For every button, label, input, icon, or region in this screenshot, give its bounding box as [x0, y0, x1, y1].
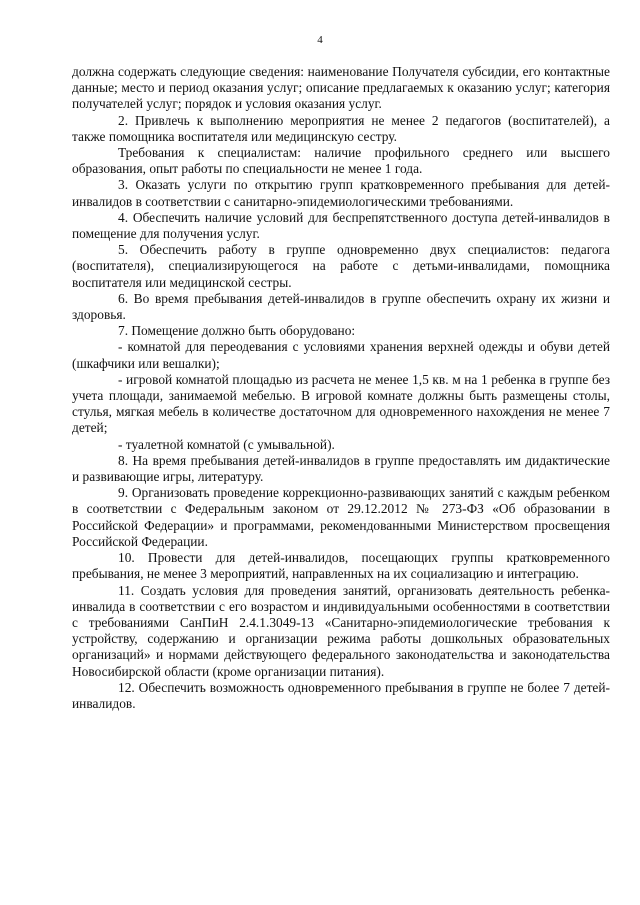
- paragraph-continuation: должна содержать следующие сведения: наименование Получателя субсидии, его контактные данные; место и период оказания услуг; описание предлагаемых к оказанию услуг; категория получателей услуг; порядок и условия оказания услуг.: [72, 64, 610, 112]
- paragraph-item-8: 8. На время пребывания детей-инвалидов в группе предоставлять им дидактические и развивающие игры, литературу.: [72, 452, 610, 485]
- paragraph-item-3: 3. Оказать услуги по открытию групп кратковременного пребывания для детей-инвалидов в соответствии с санитарно-эпидемиологическими требованиями.: [72, 177, 610, 209]
- list-item-toilet-room: - туалетной комнатой (с умывальной).: [118, 436, 335, 452]
- paragraph-item-10: 10. Провести для детей-инвалидов, посещающих группы кратковременного пребывания, не менее 3 мероприятий, направленных на их социализацию и интеграцию.: [72, 550, 610, 582]
- list-item-play-room: - игровой комнатой площадью из расчета не менее 1,5 кв. м на 1 ребенка в группе без учета площади, занимаемой мебелью. В игровой комнате должны быть размещены столы, стулья, мягкая мебель в количестве достаточном для одновременного нахождения не менее 7 детей;: [72, 371, 610, 436]
- paragraph-item-4: 4. Обеспечить наличие условий для беспрепятственного доступа детей-инвалидов в помещение для получения услуг.: [72, 209, 610, 242]
- paragraph-item-6: 6. Во время пребывания детей-инвалидов в группе обеспечить охрану их жизни и здоровья.: [72, 290, 610, 323]
- document-body: [72, 64, 610, 712]
- paragraph-item-9: 9. Организовать проведение коррекционно-развивающих занятий с каждым ребенком в соответствии с Федеральным законом от 29.12.2012 № 273-ФЗ «Об образовании в Российской Федерации» и программами, рекомендованными Министерством просвещения Российской Федерации.: [72, 485, 610, 549]
- paragraph-item-7: 7. Помещение должно быть оборудовано:: [118, 323, 356, 339]
- list-item-dressing-room: - комнатой для переодевания с условиями хранения верхней одежды и обуви детей (шкафчики или вешалки);: [72, 339, 610, 371]
- paragraph-item-12: 12. Обеспечить возможность одновременного пребывания в группе не более 7 детей-инвалидов.: [72, 679, 610, 711]
- paragraph-specialist-requirements: Требования к специалистам: наличие профильного среднего или высшего образования, опыт работы по специальности не менее 1 года.: [72, 145, 610, 177]
- page-number: 4: [317, 34, 323, 46]
- paragraph-item-11: 11. Создать условия для проведения занятий, организовать деятельность ребенка-инвалида в соответствии с его возрастом и индивидуальными особенностями в соответствии с требованиями СанПиН 2.4.1.3049-13 «Санитарно-эпидемиологические требования к устройству, содержанию и организации режима работы дошкольных образовательных организаций» и нормами действующего федерального законодательства и законодательства Новосибирской области (кроме организации питания).: [72, 582, 610, 679]
- paragraph-item-5: 5. Обеспечить работу в группе одновременно двух специалистов: педагога (воспитателя), специализирующегося на работе с детьми-инвалидами, помощника воспитателя или медицинской сестры.: [72, 242, 610, 290]
- paragraph-item-2: 2. Привлечь к выполнению мероприятия не менее 2 педагогов (воспитателей), а также помощника воспитателя или медицинскую сестру.: [72, 112, 610, 144]
